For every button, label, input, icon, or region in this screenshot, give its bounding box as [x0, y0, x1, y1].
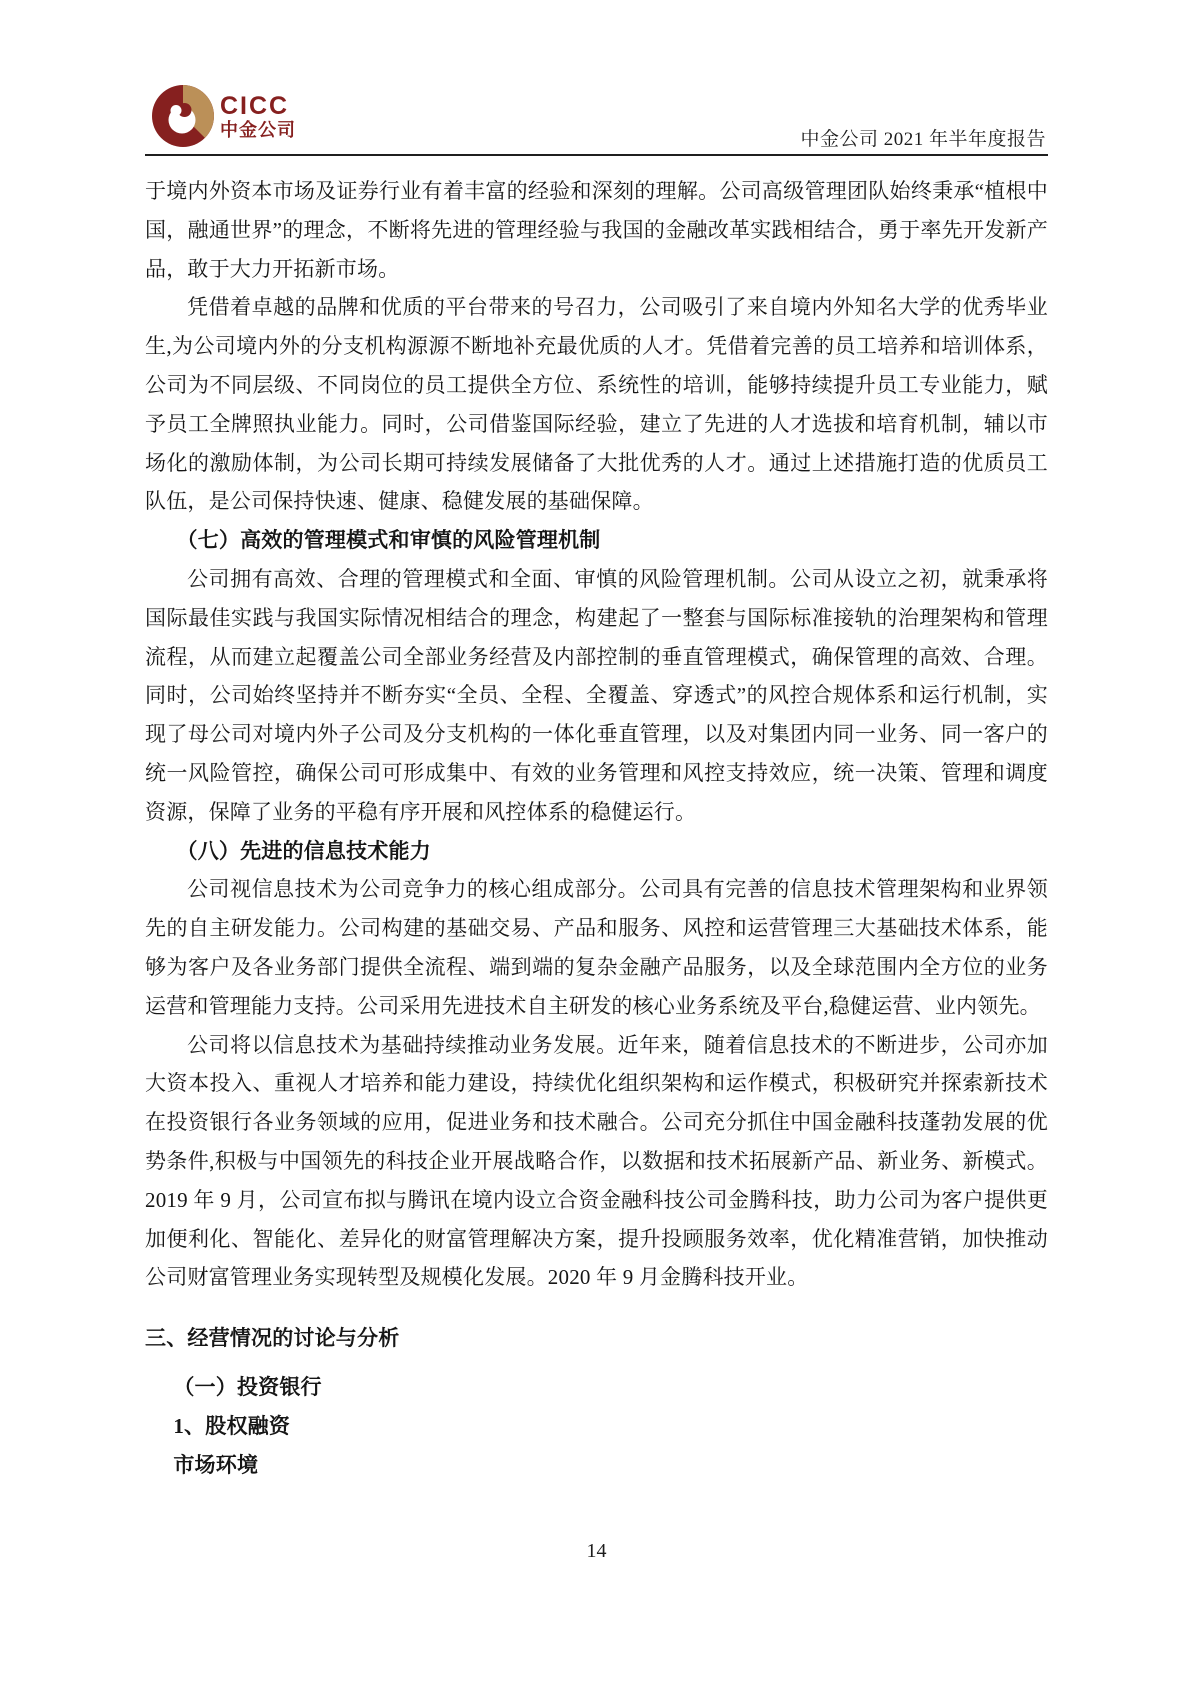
- logo-brand-zh: 中金公司: [220, 119, 296, 140]
- sub-heading-market-environment: 市场环境: [173, 1452, 259, 1477]
- paragraph: 凭借着卓越的品牌和优质的平台带来的号召力，公司吸引了来自境内外知名大学的优秀毕业生,为公司境内外的分支机构源源不断地补充最优质的人才。凭借着完善的员工培养和培训体系，公司为不同层级、不同岗位的员工提供全方位、系统性的培训，能够持续提升员工专业能力，赋予员工全牌照执业能力。同时，公司借鉴国际经验，建立了先进的人才选拔和培育机制，辅以市场化的激励体制，为公司长期可持续发展储备了大批优秀的人才。通过上述措施打造的优质员工队伍，是公司保持快速、健康、稳健发展的基础保障。: [145, 295, 1048, 514]
- paragraph-continued: 于境内外资本市场及证券行业有着丰富的经验和深刻的理解。公司高级管理团队始终秉承“植根中国，融通世界”的理念，不断将先进的管理经验与我国的金融改革实践相结合，勇于率先开发新产品，敢于大力开拓新市场。: [145, 179, 1048, 281]
- cicc-logo-icon: [151, 84, 215, 148]
- sub-heading-equity-financing: 1、股权融资: [173, 1413, 291, 1438]
- report-title: 中金公司 2021 年半年度报告: [800, 129, 1046, 150]
- paragraph: 公司视信息技术为公司竞争力的核心组成部分。公司具有完善的信息技术管理架构和业界领先的自主研发能力。公司构建的基础交易、产品和服务、风控和运营管理三大基础技术体系，能够为客户及各业务部门提供全流程、端到端的复杂金融产品服务，以及全球范围内全方位的业务运营和管理能力支持。公司采用先进技术自主研发的核心业务系统及平台,稳健运营、业内领先。: [145, 877, 1048, 1018]
- cicc-logo: [151, 84, 296, 148]
- paragraph: 公司拥有高效、合理的管理模式和全面、审慎的风险管理机制。公司从设立之初，就秉承将国际最佳实践与我国实际情况相结合的理念，构建起了一整套与国际标准接轨的治理架构和管理流程，从而建立起覆盖公司全部业务经营及内部控制的垂直管理模式，确保管理的高效、合理。同时，公司始终坚持并不断夯实“全员、全程、全覆盖、穿透式”的风控合规体系和运行机制，实现了母公司对境内外子公司及分支机构的一体化垂直管理，以及对集团内同一业务、同一客户的统一风险管控，确保公司可形成集中、有效的业务管理和风控支持效应，统一决策、管理和调度资源，保障了业务的平稳有序开展和风控体系的稳健运行。: [145, 566, 1048, 824]
- chapter-heading-3: 三、经营情况的讨论与分析: [145, 1326, 400, 1351]
- page-number: 14: [586, 1540, 607, 1562]
- logo-text: [220, 91, 296, 140]
- sub-heading-investment-banking: （一）投资银行: [173, 1374, 322, 1399]
- page-header: [145, 82, 1048, 156]
- logo-brand-en: CICC: [220, 91, 290, 120]
- page-body: [145, 172, 1048, 1484]
- section-heading-7: （七）高效的管理模式和审慎的风险管理机制: [176, 528, 601, 553]
- section-heading-8: （八）先进的信息技术能力: [176, 838, 431, 863]
- paragraph: 公司将以信息技术为基础持续推动业务发展。近年来，随着信息技术的不断进步，公司亦加大资本投入、重视人才培养和能力建设，持续优化组织架构和运作模式，积极研究并探索新技术在投资银行各业务领域的应用，促进业务和技术融合。公司充分抓住中国金融科技蓬勃发展的优势条件,积极与中国领先的科技企业开展战略合作，以数据和技术拓展新产品、新业务、新模式。2019 年 9 月，公司宣布拟与腾讯在境内设立合资金融科技公司金腾科技，助力公司为客户提供更加便利化、智能化、差异化的财富管理解决方案，提升投顾服务效率，优化精准营销，加快推动公司财富管理业务实现转型及规模化发展。2020 年 9 月金腾科技开业。: [145, 1032, 1048, 1290]
